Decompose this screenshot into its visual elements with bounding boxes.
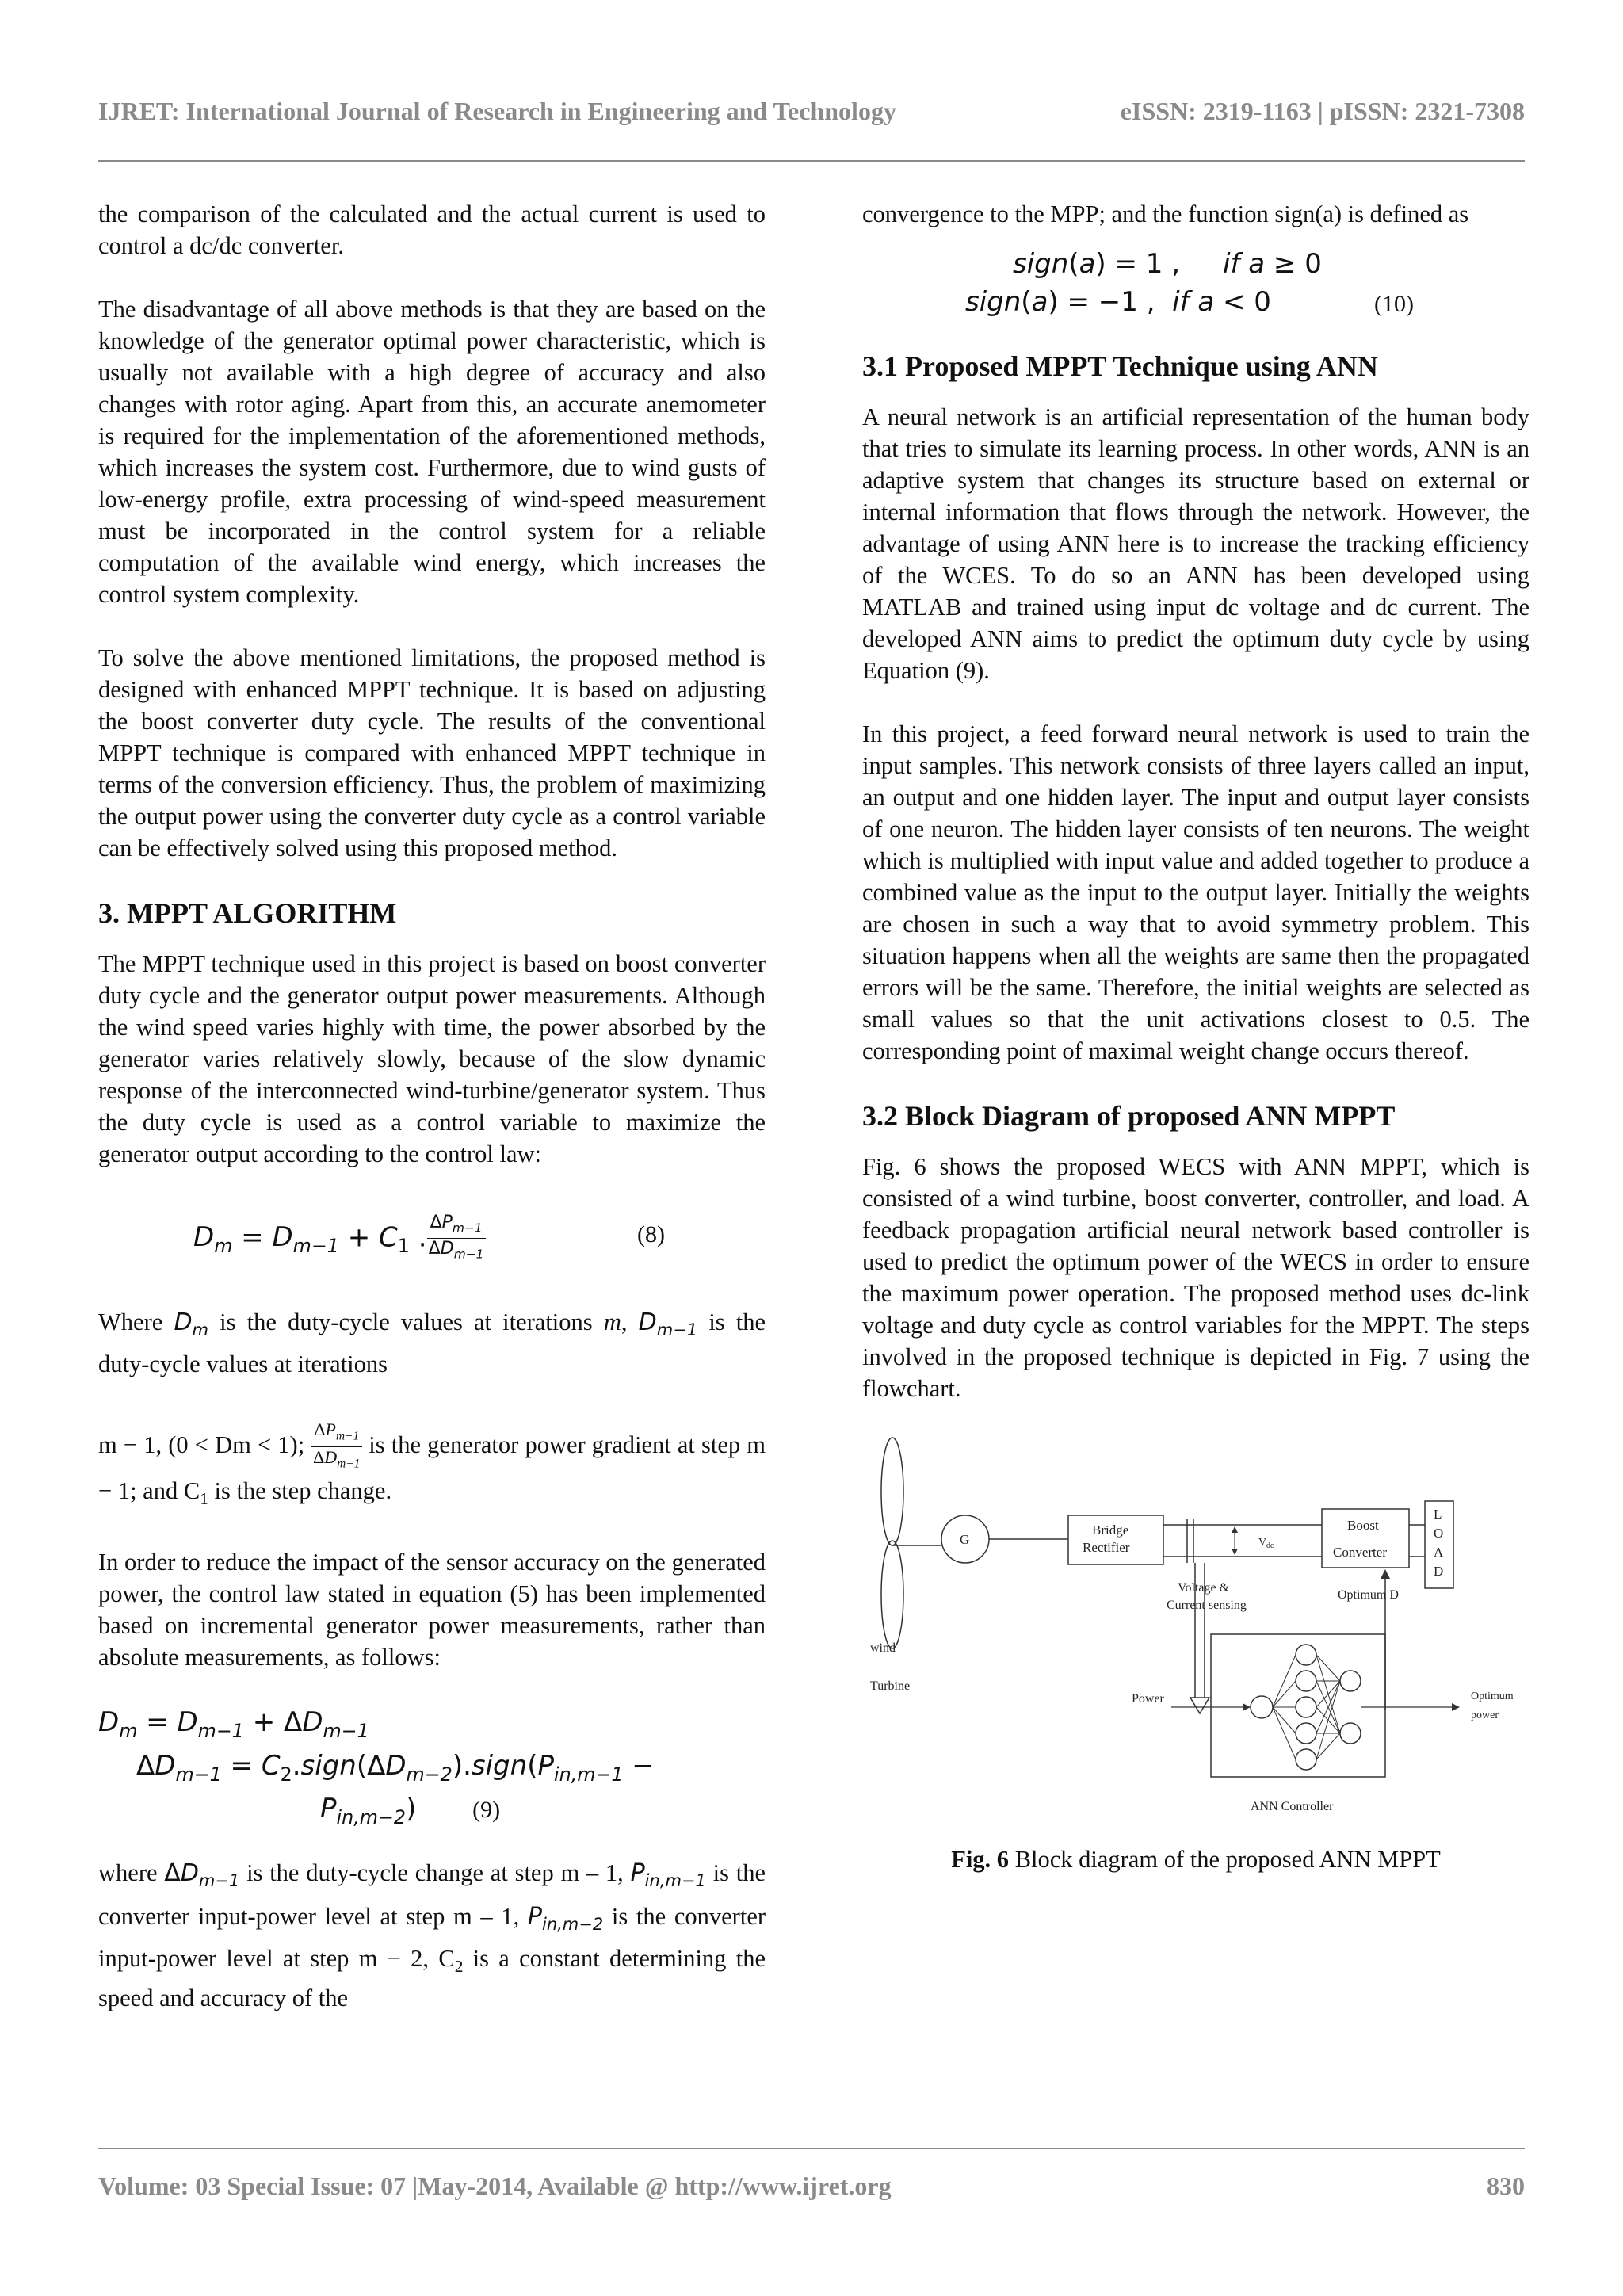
- paragraph: where $\Delta D_{m-1}$ is the duty-cycle change at step m – 1, $P_{in,m-1}$ is the converter input-power level at step m – 1, $P_{in,m-2}$ is the converter input-power level at step m − 2, $C_2$ is a constant determining the speed and accuracy of the: [98, 1859, 766, 2011]
- section-heading: 3.1 Proposed MPPT Technique using ANN: [862, 350, 1378, 382]
- equation-8: $D_m = D_{m-1} + C_1$ . $\frac{\Delta P_{m-1}}{\Delta D_{m-1}}$ (8): [193, 1213, 665, 1262]
- footer-volume: Volume: 03 Special Issue: 07 |May-2014, Available @ http://www.ijret.org: [98, 2172, 892, 2200]
- figure-caption: Fig. 6 Block diagram of the proposed ANN MPPT: [951, 1846, 1441, 1873]
- equation-10: sign(a) = 1 , if a ≥ 0 sign(a) = −1 , if a < 0 (10): [862, 246, 1529, 333]
- svg-text:wind: wind: [870, 1641, 896, 1655]
- turbine-blade: [881, 1541, 903, 1648]
- paragraph: Fig. 6 shows the proposed WECS with ANN MPPT, which is consisted of a wind turbine, boost converter, controller, and load. A feedback propagation artificial neural network based controller is used to predict the optimum power of the WECS in order to ensure the maximum power operation. The proposed method uses dc-link voltage and duty cycle as control variables for the MPPT. The steps involved in the proposed technique is depicted in Fig. 7 using the flowchart.: [862, 1153, 1529, 1402]
- svg-text:V: V: [1258, 1537, 1267, 1549]
- equation-9: $D_m = D_{m-1} + \Delta D_{m-1}$ $\Delta D_{m-1}$ = $C_2.sign(\Delta D_{m-2}).sign(P_{in,m-1}$ − $P_{in,m-2}$) (9): [98, 1706, 655, 1829]
- svg-text:Rectifier: Rectifier: [1083, 1540, 1130, 1555]
- svg-text:power: power: [1471, 1710, 1499, 1721]
- svg-text:Converter: Converter: [1333, 1545, 1387, 1560]
- generator-label: G: [960, 1532, 970, 1547]
- equation-number: (10): [1374, 291, 1414, 317]
- journal-title: IJRET: International Journal of Research in Engineering and Technology: [98, 97, 896, 125]
- paragraph: m − 1, (0 < Dm < 1); $\frac{\Delta P_{m-1}}{\Delta D_{m-1}}$ is the generator power gradient at step m − 1; and $C_1$ is the step change.: [98, 1419, 766, 1508]
- paragraph: the comparison of the calculated and the actual current is used to control a dc/dc converter.: [98, 201, 766, 259]
- svg-text:Power: Power: [1132, 1692, 1164, 1706]
- turbine-blade: [881, 1438, 903, 1545]
- paragraph: Where $D_m$ is the duty-cycle values at iterations m, $D_{m-1}$ is the duty-cycle values at iterations: [98, 1308, 766, 1377]
- paragraph: convergence to the MPP; and the function sign(a) is defined as: [862, 201, 1469, 227]
- svg-text:Boost: Boost: [1347, 1518, 1379, 1533]
- ann-controller-box: [1211, 1634, 1385, 1777]
- svg-text:Optimum: Optimum: [1471, 1690, 1514, 1702]
- svg-text:Bridge: Bridge: [1092, 1522, 1129, 1538]
- block-diagram-figure: [862, 1436, 1529, 1832]
- svg-text:dc: dc: [1266, 1541, 1274, 1550]
- page-header: [98, 97, 1525, 136]
- svg-text:Turbine: Turbine: [870, 1679, 911, 1693]
- paragraph: The MPPT technique used in this project is based on boost converter duty cycle and the generator output power measurements. Although the wind speed varies highly with time, the power absorbed by the generator varies relatively slowly, because of the slow dynamic response of the interconnected wind-turbine/generator system. Thus the duty cycle is used as a control variable to maximize the generator output according to the control law:: [98, 950, 766, 1167]
- svg-text:Voltage &: Voltage &: [1178, 1581, 1230, 1595]
- paragraph: In this project, a feed forward neural network is used to train the input samples. This network consists of three layers called an input, an output and one hidden layer. The input and output layer consists of one neuron. The hidden layer consists of ten neurons. The weight which is multiplied with input value and added together to produce a combined value as the input to the output layer. Initially the weights are chosen in such a way that to avoid symmetry problem. This situation happens when all the weights are same then the propagated errors will be the same. Therefore, the initial weights are selected as small values so that the unit activations closest to 0.5. The corresponding point of maximal weight change occurs thereof.: [862, 720, 1529, 1064]
- header-rule: [98, 160, 1525, 162]
- paragraph: In order to reduce the impact of the sensor accuracy on the generated power, the control law stated in equation (5) has been implemented based on incremental generator power measurements, rather than absolute measurements, as follows:: [98, 1548, 766, 1671]
- left-column: [98, 198, 766, 2046]
- svg-text:L: L: [1434, 1507, 1442, 1522]
- paragraph: A neural network is an artificial representation of the human body that tries to simulate its learning process. In other words, ANN is an adaptive system that changes its structure based on external or internal information that flows through the network. However, the advantage of using ANN here is to increase the tracking efficiency of the WCES. To do so an ANN has been developed using MATLAB and trained using input dc voltage and dc current. The developed ANN aims to predict the optimum duty cycle by using Equation (9).: [862, 403, 1529, 684]
- footer-rule: [98, 2148, 1525, 2149]
- right-column: [862, 198, 1529, 1875]
- equation-number: (9): [472, 1797, 501, 1824]
- svg-text:ANN Controller: ANN Controller: [1251, 1800, 1334, 1813]
- page-footer: [98, 2172, 1525, 2201]
- section-heading: 3. MPPT ALGORITHM: [98, 897, 397, 929]
- page-number: 830: [1487, 2172, 1525, 2200]
- equation-number: (8): [637, 1221, 665, 1247]
- svg-text:O: O: [1434, 1526, 1444, 1541]
- svg-text:D: D: [1434, 1564, 1444, 1579]
- svg-text:A: A: [1434, 1545, 1444, 1560]
- svg-text:Current sensing: Current sensing: [1167, 1599, 1247, 1612]
- svg-text:Optimum D: Optimum D: [1338, 1588, 1399, 1602]
- section-heading: 3.2 Block Diagram of proposed ANN MPPT: [862, 1100, 1396, 1132]
- block-diagram: [862, 1436, 1529, 1832]
- paragraph: To solve the above mentioned limitations, the proposed method is designed with enhanced MPPT technique. It is based on adjusting the boost converter duty cycle. The results of the conventional MPPT technique is compared with enhanced MPPT technique in terms of the conversion efficiency. Thus, the problem of maximizing the output power using the converter duty cycle as a control variable can be effectively solved using this proposed method.: [98, 644, 766, 861]
- issn: eISSN: 2319-1163 | pISSN: 2321-7308: [1120, 97, 1525, 125]
- paragraph: The disadvantage of all above methods is that they are based on the knowledge of the generator optimal power characteristic, which is usually not available with a high degree of accuracy and also changes with rotor aging. Apart from this, an accurate anemometer is required for the implementation of the aforementioned methods, which increases the system cost. Furthermore, due to wind gusts of low-energy profile, extra processing of wind-speed measurement must be incorporated in the control system for a reliable computation of the available wind energy, which increases the control system complexity.: [98, 296, 766, 608]
